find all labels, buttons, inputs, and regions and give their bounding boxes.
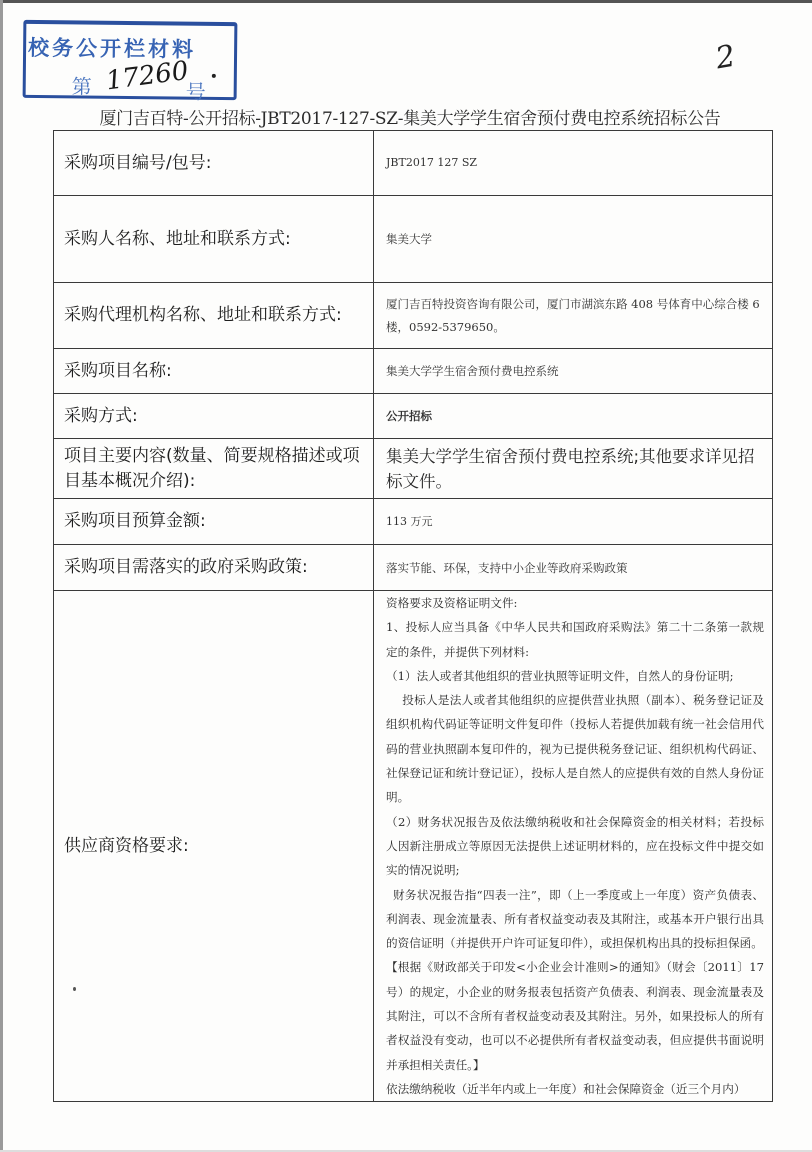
qualification-paragraph: 1、投标人应当具备《中华人民共和国政府采购法》第二十二条第一款规定的条件，并提供下列材料: xyxy=(386,620,764,659)
table-row-policy xyxy=(54,545,773,591)
qualification-content xyxy=(374,591,773,1102)
row-value: JBT2017 127 SZ xyxy=(374,131,773,196)
scan-top-edge xyxy=(0,0,812,3)
row-value: 113 万元 xyxy=(374,499,773,545)
row-value: 厦门吉百特投资咨询有限公司，厦门市湖滨东路 408 号体育中心综合楼 6 楼，0592-5379650。 xyxy=(374,283,773,349)
qualification-paragraph: 投标人是法人或者其他组织的应提供营业执照（副本）、税务登记证及组织机构代码证等证明文件复印件（投标人若提供加载有统一社会信用代码的营业执照副本复印件的，视为已提供税务登记证、组织机构代码证、社保登记证和统计登记证），投标人是自然人的应提供有效的自然人身份证明。 xyxy=(386,693,764,805)
table-row-project-name xyxy=(54,349,773,394)
row-label: 供应商资格要求: xyxy=(54,591,374,1102)
scan-speck xyxy=(73,987,76,991)
qualification-paragraph: 【根据《财政部关于印发<小企业会计准则>的通知》（财会〔2011〕17 号）的规定，小企业的财务报表包括资产负债表、利润表、现金流量表及其附注，可以不含所有者权益变动表及其附注。另外，如果投标人的所有者权益没有变动，也可以不必提供所有者权益变动表，但应提供书面说明并承担相关责任。】 xyxy=(386,960,764,1072)
row-value: 集美大学学生宿舍预付费电控系统;其他要求详见招标文件。 xyxy=(374,439,773,499)
stamp-number-suffix: 号 xyxy=(185,79,206,104)
announcement-table xyxy=(53,130,773,1102)
stamp-title: 校务公开栏材料 xyxy=(27,35,197,62)
qualification-paragraph: （2）财务状况报告及依法缴纳税收和社会保障资金的相关材料；若投标人因新注册成立等原因无法提供上述证明材料的，应在投标文件中提交如实的情况说明; xyxy=(386,814,764,878)
row-label: 项目主要内容(数量、简要规格描述或项目基本概况介绍): xyxy=(54,439,374,499)
stamp-dot xyxy=(212,74,216,78)
row-label: 采购项目需落实的政府采购政策: xyxy=(54,545,374,591)
stamp-handwritten-number: 17260 xyxy=(104,55,191,97)
table-row-purchaser xyxy=(54,196,773,283)
row-value: 集美大学学生宿舍预付费电控系统 xyxy=(374,349,773,394)
table-row-project-number xyxy=(54,131,773,196)
row-value: 公开招标 xyxy=(374,394,773,439)
row-label: 采购方式: xyxy=(54,394,374,439)
qualification-paragraph: 财务状况报告指“四表一注”，即（上一季度或上一年度）资产负债表、利润表、现金流量表、所有者权益变动表及其附注，或基本开户银行出具的资信证明（并提供开户许可证复印件），或担保机构出具的投标担保函。 xyxy=(386,887,764,951)
archive-stamp xyxy=(23,20,238,104)
stamp-number-prefix: 第 xyxy=(71,74,92,99)
row-label: 采购项目名称: xyxy=(54,349,374,394)
row-label: 采购人名称、地址和联系方式: xyxy=(54,196,374,283)
table-row-budget xyxy=(54,499,773,545)
row-label: 采购项目编号/包号: xyxy=(54,131,374,196)
row-value: 落实节能、环保，支持中小企业等政府采购政策 xyxy=(374,545,773,591)
row-label: 采购项目预算金额: xyxy=(54,499,374,545)
table-row-main-content xyxy=(54,439,773,499)
scan-left-edge xyxy=(0,0,3,1152)
row-value: 集美大学 xyxy=(374,196,773,283)
table-row-agency xyxy=(54,283,773,349)
document-title: 厦门吉百特-公开招标-JBT2017-127-SZ-集美大学学生宿舍预付费电控系统招标公告 xyxy=(99,109,721,129)
table-row-procurement-method xyxy=(54,394,773,439)
handwritten-page-mark: 2 xyxy=(713,38,738,77)
qualification-paragraph: 依法缴纳税收（近半年内或上一年度）和社会保障资金（近三个月内） xyxy=(386,1081,746,1096)
qualification-paragraph: （1）法人或者其他组织的营业执照等证明文件，自然人的身份证明; xyxy=(386,668,734,683)
row-label: 采购代理机构名称、地址和联系方式: xyxy=(54,283,374,349)
table-row-supplier-qualification xyxy=(54,591,773,1102)
qualification-paragraph: 资格要求及资格证明文件: xyxy=(386,596,518,610)
